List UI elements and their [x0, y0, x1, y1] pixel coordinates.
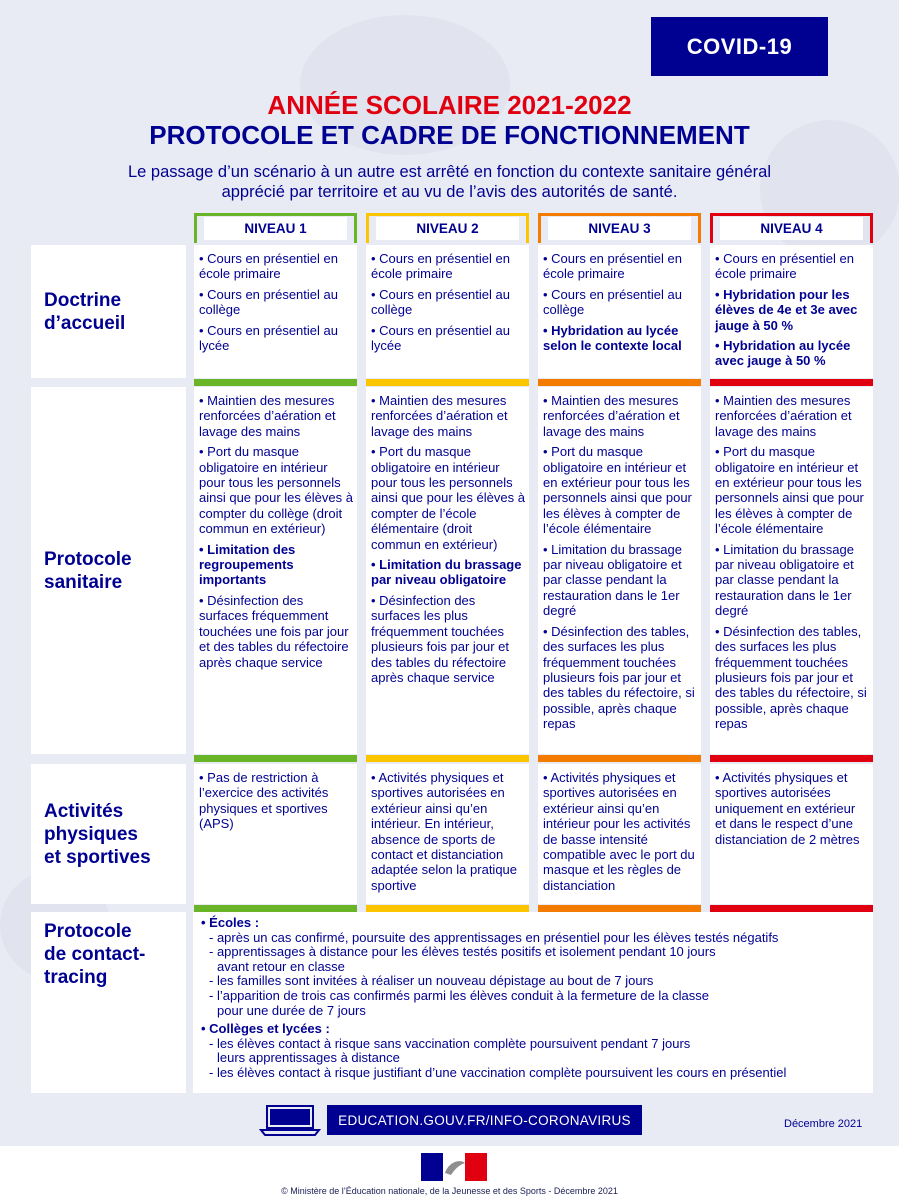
contact-line: - l’apparition de trois cas confirmés parmi les élèves conduit à la fermeture de la classe	[209, 987, 710, 1003]
level-bar-3	[538, 755, 701, 762]
cell-item: • Hybridation pour les élèves de 4e et 3e avec jauge à 50 %	[715, 286, 858, 333]
level-bar-2	[366, 379, 529, 386]
protocole-cell-1	[194, 387, 357, 754]
cell-item: • Port du masque obligatoire en intérieur pour tous les personnels ainsi que pour les élèves à compter de l’école élémentaire (droit commun en extérieur)	[371, 444, 525, 552]
cell-item: • Maintien des mesures renforcées d’aération et lavage des mains	[371, 393, 508, 439]
row-label-line: tracing	[44, 967, 108, 988]
level-bar-3	[538, 379, 701, 386]
republique-francaise-logo	[421, 1153, 487, 1181]
contact-tracing-box	[193, 912, 873, 1093]
cell-item: • Cours en présentiel au collège	[371, 286, 510, 318]
row-label-line: Activités	[44, 800, 124, 822]
contact-line: - les familles sont invitées à réaliser un nouveau dépistage au bout de 7 jours	[209, 973, 654, 989]
cell-item: • Cours en présentiel en école primaire	[543, 251, 682, 282]
level-label-1: NIVEAU 1	[204, 217, 346, 240]
cell-item: • Activités physiques et sportives autorisées uniquement en extérieur et dans le respect d’une distanciation de 2 mètres	[715, 770, 860, 847]
level-bar-4	[710, 755, 873, 762]
cell-item: • Cours en présentiel en école primaire	[715, 251, 854, 282]
row-label-line: Protocole	[44, 548, 132, 570]
row-label-doctrine	[31, 245, 186, 378]
level-header-1	[194, 213, 357, 243]
level-bar-2	[366, 905, 529, 912]
level-bar-1	[194, 379, 357, 386]
activites-cell-2	[366, 764, 529, 904]
page-title: PROTOCOLE ET CADRE DE FONCTIONNEMENT	[149, 120, 750, 150]
level-label-3: NIVEAU 3	[548, 217, 690, 240]
cell-item: • Cours en présentiel au lycée	[371, 322, 510, 354]
level-bar-1	[194, 905, 357, 912]
cell-item: • Port du masque obligatoire en intérieur et en extérieur pour tous les personnels ainsi que pour les élèves à compter de l’école élémentaire	[715, 444, 864, 537]
contact-line: - les élèves contact à risque sans vaccination complète poursuivent pendant 7 jours	[209, 1035, 691, 1051]
intro-text	[60, 162, 839, 202]
cell-item: • Hybridation au lycée selon le contexte local	[543, 322, 682, 354]
copyright: © Ministère de l’Éducation nationale, de la Jeunesse et des Sports - Décembre 2021	[281, 1186, 618, 1196]
contact-line: leurs apprentissages à distance	[217, 1050, 400, 1066]
intro-line-1: Le passage d’un scénario à un autre est arrêté en fonction du contexte sanitaire général	[127, 163, 771, 181]
level-header-4	[710, 213, 873, 243]
cell-item: • Cours en présentiel en école primaire	[371, 251, 510, 282]
contact-section-title: • Écoles :	[201, 915, 260, 930]
level-bar-2	[366, 755, 529, 762]
level-bar-4	[710, 379, 873, 386]
cell-item: • Désinfection des surfaces les plus fréquemment touchées plusieurs fois par jour et des tables du réfectoire après chaque service	[371, 592, 510, 685]
covid-badge: COVID-19	[651, 17, 828, 76]
level-bar-3	[538, 905, 701, 912]
activites-cell-1	[194, 764, 357, 904]
cell-item: • Port du masque obligatoire en intérieur pour tous les personnels ainsi que pour les élèves à compter du collège (droit commun en extérieur)	[199, 444, 353, 537]
level-bar-1	[194, 755, 357, 762]
row-label-line: Protocole	[44, 921, 132, 942]
row-label-line: sanitaire	[44, 571, 123, 593]
row-label-line: de contact-	[44, 944, 146, 965]
protocole-cell-4	[710, 387, 873, 754]
cell-item: • Maintien des mesures renforcées d’aération et lavage des mains	[543, 393, 680, 439]
level-label-2: NIVEAU 2	[376, 217, 518, 240]
level-header-3	[538, 213, 701, 243]
info-coronavirus-link[interactable]: EDUCATION.GOUV.FR/INFO-CORONAVIRUS	[327, 1105, 642, 1135]
cell-item: • Cours en présentiel au collège	[543, 286, 682, 318]
contact-line: - les élèves contact à risque justifiant d’une vaccination complète poursuivent les cours en présentiel	[209, 1064, 787, 1080]
cell-item: • Cours en présentiel au lycée	[199, 322, 338, 354]
cell-item: • Pas de restriction à l’exercice des activités physiques et sportives (APS)	[199, 770, 329, 832]
doctrine-cell-4	[710, 245, 873, 378]
cell-item: • Désinfection des tables, des surfaces les plus fréquemment touchées plusieurs fois par jour et des tables du réfectoire, si possible, après chaque repas	[543, 623, 695, 732]
publication-date: Décembre 2021	[784, 1118, 863, 1130]
cell-item: • Limitation du brassage par niveau obligatoire et par classe pendant la restauration dans le 1er degré	[543, 541, 682, 619]
cell-item: • Désinfection des tables, des surfaces les plus fréquemment touchées plusieurs fois par jour et des tables du réfectoire, si possible, après chaque repas	[715, 623, 867, 732]
contact-line: pour une durée de 7 jours	[217, 1002, 366, 1018]
row-label-line: et sportives	[44, 846, 151, 868]
cell-item: • Activités physiques et sportives autorisées en extérieur ainsi qu’en intérieur. En intérieur, absence de sports de contact et distanciation adaptée selon la pratique sportive	[371, 770, 518, 893]
activites-cell-4	[710, 764, 873, 904]
page-title-year: ANNÉE SCOLAIRE 2021-2022	[267, 90, 632, 120]
cell-item: • Limitation des regroupements importants	[199, 541, 296, 588]
laptop-icon	[259, 1104, 321, 1136]
row-label-protocole	[31, 387, 186, 754]
cell-item: • Port du masque obligatoire en intérieur et en extérieur pour tous les personnels ainsi que pour les élèves à compter de l’école élémentaire	[543, 444, 692, 537]
intro-line-2: apprécié par territoire et au vu de l’avis des autorités de santé.	[221, 183, 678, 201]
doctrine-cell-3	[538, 245, 701, 378]
protocole-cell-2	[366, 387, 529, 754]
contact-line: - après un cas confirmé, poursuite des apprentissages en présentiel pour les élèves testés négatifs	[209, 929, 779, 945]
row-label-line: d’accueil	[44, 312, 126, 334]
level-bar-4	[710, 905, 873, 912]
row-label-line: Doctrine	[44, 289, 122, 311]
cell-item: • Maintien des mesures renforcées d’aération et lavage des mains	[199, 393, 336, 439]
doctrine-cell-1	[194, 245, 357, 378]
cell-item: • Hybridation au lycée avec jauge à 50 %	[715, 338, 851, 369]
level-label-4: NIVEAU 4	[720, 217, 862, 240]
cell-item: • Limitation du brassage par niveau obligatoire et par classe pendant la restauration dans le 1er degré	[715, 541, 854, 619]
cell-item: • Désinfection des surfaces fréquemment touchées une fois par jour et des tables du réfectoire après chaque service	[199, 592, 349, 670]
row-label-activites	[31, 764, 186, 904]
cell-item: • Activités physiques et sportives autorisées en extérieur ainsi qu’en intérieur pour les activités de basse intensité compatible avec le port du masque et les règles de distanciation	[543, 770, 695, 893]
contact-section-title: • Collèges et lycées :	[201, 1021, 330, 1037]
cell-item: • Maintien des mesures renforcées d’aération et lavage des mains	[715, 393, 852, 439]
cell-item: • Cours en présentiel au collège	[199, 286, 338, 318]
level-header-2	[366, 213, 529, 243]
doctrine-cell-2	[366, 245, 529, 378]
protocole-cell-3	[538, 387, 701, 754]
contact-line: - apprentissages à distance pour les élèves testés positifs et isolement pendant 10 jours	[209, 944, 716, 960]
activites-cell-3	[538, 764, 701, 904]
contact-line: avant retour en classe	[217, 958, 345, 974]
row-label-contact	[31, 912, 186, 1093]
cell-item: • Limitation du brassage par niveau obligatoire	[371, 557, 522, 588]
row-label-line: physiques	[44, 823, 138, 845]
cell-item: • Cours en présentiel en école primaire	[199, 251, 338, 282]
